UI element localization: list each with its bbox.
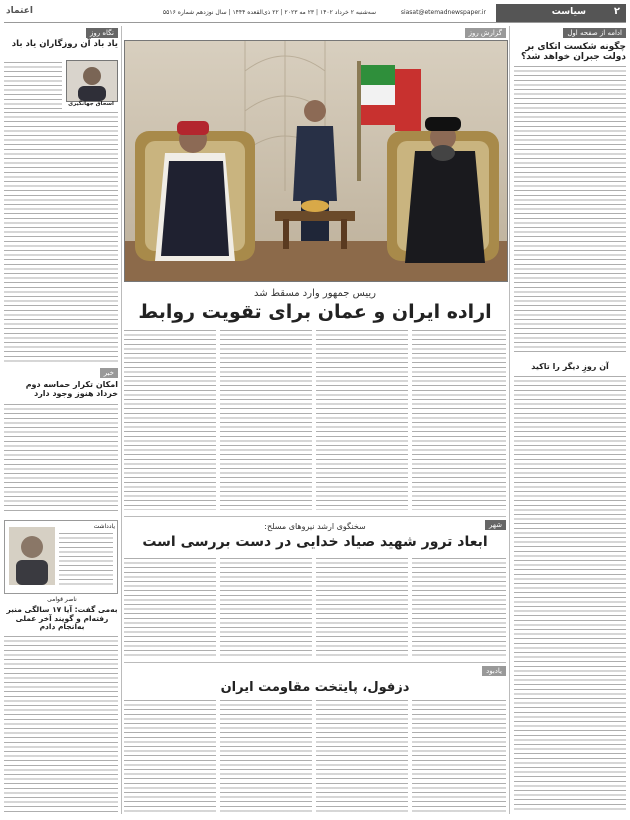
main-area [124,28,506,814]
article-kicker: رییس جمهور وارد مسقط شد [253,288,376,299]
article-body [220,558,312,656]
article-headline: ابعاد ترور شهید صیاد خدایی در دست بررسی است [142,534,488,550]
article-body [514,376,626,812]
section-banner [496,4,626,22]
security-tag: شهر [485,520,506,530]
author-photo [66,60,118,102]
article-body [124,330,216,510]
divider [124,516,506,517]
quote-title: به‌می گفت: آیا ۱۷ سالگی منبر رفته‌ام و گویند آخر عملی به‌انجام دادم [6,605,118,632]
article-body [4,404,118,514]
right-column-tag: ادامه از صفحه اول [563,28,626,38]
left-column-tag: نگاه روز [86,28,118,38]
section-title: سیاست [551,7,586,17]
column-divider [509,26,510,814]
column-divider [121,26,122,814]
article-body [59,533,113,587]
article-body [124,558,216,656]
article-kicker: سخنگوی ارشد نیروهای مسلح: [264,522,366,531]
left-news-tag: خبر [100,368,118,378]
divider [124,662,506,663]
section2-title: آن روزِ دیگر را تاکید [531,362,609,371]
article-body [4,636,118,812]
reporter-tag: گزارش روز [465,28,506,38]
website: siasat@etemadnewspaper.ir [400,9,486,16]
quote-author: ناصر قوامی [47,596,77,603]
article-body [316,330,408,510]
article-body [4,112,118,362]
article-body [316,558,408,656]
issue-line: سه‌شنبه ۲ خرداد ۱۴۰۲ | ۲۳ مه ۲۰۲۳ | ۲۲ ذی‌القعده ۱۴۴۴ | سال نوزدهم شماره ۵۵۱۶ [162,9,376,16]
article-body [124,700,216,812]
right-column [514,28,626,814]
article-body [316,700,408,812]
article-body [412,700,506,812]
article-headline: اراده ایران و عمان برای تقویت روابط [138,301,492,323]
newspaper-logo: اعتماد [6,6,33,16]
article-body [4,62,62,110]
quote-label: یادداشت [93,523,115,530]
page-number: ۲ [613,6,620,17]
memorial-tag: یادبود [482,666,506,676]
article-body [412,558,506,656]
author-photo [9,527,55,585]
page-header [4,4,626,23]
article-body [412,330,506,510]
article-headline: دزفول، پایتخت مقاومت ایران [220,680,410,695]
right-column-title: چگونه شکست اتکای بر دولت جبران خواهد شد؟ [521,42,626,63]
article-body [220,700,312,812]
main-photo [124,40,508,282]
left-news-title: امکان تکرار حماسه دوم خرداد هنوز وجود دارد [25,380,118,399]
quote-box [4,520,118,594]
left-column [4,28,118,814]
left-column-title: یاد باد آن روزگاران یاد باد [11,39,118,49]
article-body [220,330,312,510]
author-name: اسحاق جهانگیری [68,101,114,107]
article-body [514,66,626,356]
